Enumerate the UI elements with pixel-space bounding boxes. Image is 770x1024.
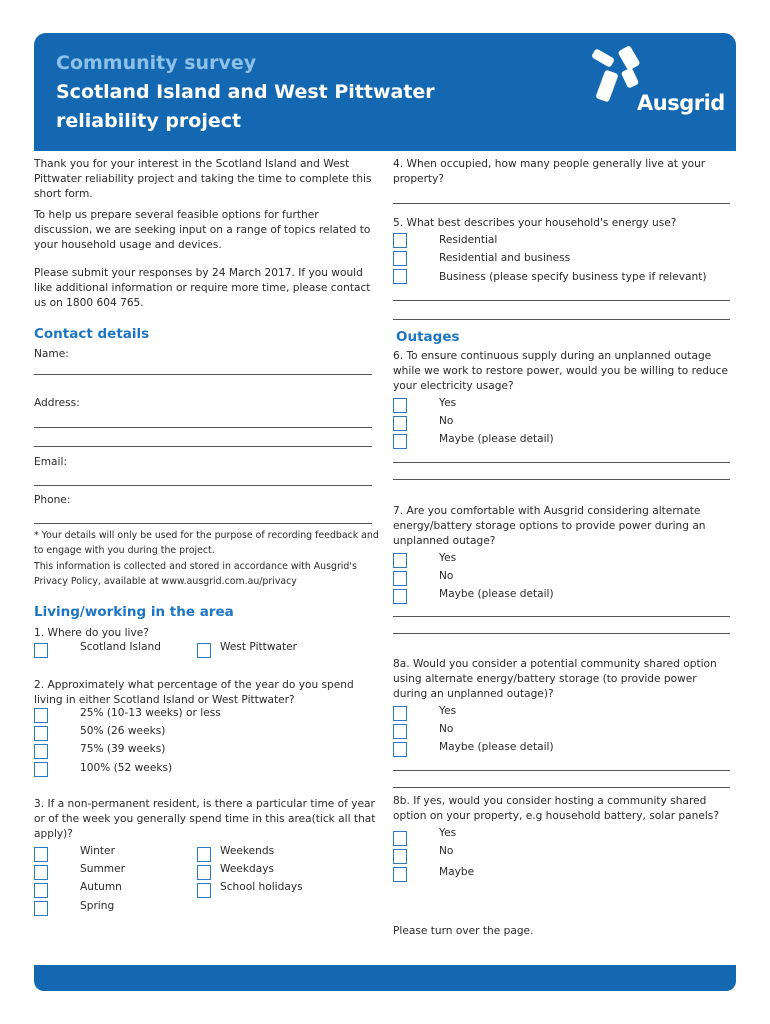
q2-option: 75% (39 weeks)	[80, 743, 166, 755]
q8a-option: Yes	[439, 705, 457, 717]
q8a-detail-field-2[interactable]	[393, 787, 730, 788]
header-banner	[34, 33, 736, 151]
q8a-option: No	[439, 723, 454, 735]
q3-checkbox[interactable]	[197, 883, 211, 898]
phone-field[interactable]	[34, 523, 372, 524]
name-label: Name:	[34, 348, 69, 360]
q8b-option: Yes	[439, 827, 457, 839]
q1-checkbox-west-pittwater[interactable]	[197, 643, 211, 658]
name-field[interactable]	[34, 374, 372, 375]
q3-option: Summer	[80, 863, 125, 875]
q2-option: 25% (10-13 weeks) or less	[80, 707, 221, 719]
q2-checkbox[interactable]	[34, 744, 48, 759]
q8b-checkbox[interactable]	[393, 849, 407, 864]
q3-checkbox[interactable]	[197, 847, 211, 862]
q5-text: 5. What best describes your household's energy use?	[393, 217, 677, 229]
q1-text: 1. Where do you live?	[34, 627, 149, 639]
q7-option: No	[439, 570, 454, 582]
contact-heading: Contact details	[34, 326, 150, 342]
q2-option: 100% (52 weeks)	[80, 762, 173, 774]
q3-option: Winter	[80, 845, 115, 857]
privacy-note-1: * Your details will only be used for the purpose of recording feedback and to engage with you during the project.	[34, 530, 379, 556]
page-title-line1: Scotland Island and West Pittwater	[56, 81, 435, 103]
q3-text: 3. If a non-permanent resident, is there a particular time of year or of the week you generally spend time in this area(tick all that apply)?	[34, 798, 376, 840]
q8b-checkbox[interactable]	[393, 867, 407, 882]
email-label: Email:	[34, 456, 67, 468]
intro-paragraph-1: Thank you for your interest in the Scotland Island and West Pittwater reliability project and taking the time to complete this short form.	[34, 158, 372, 200]
q2-checkbox[interactable]	[34, 708, 48, 723]
q5-detail-field-2[interactable]	[393, 319, 730, 320]
q6-checkbox[interactable]	[393, 398, 407, 413]
q5-checkbox[interactable]	[393, 269, 407, 284]
q7-checkbox[interactable]	[393, 589, 407, 604]
q5-option: Residential	[439, 234, 498, 246]
q3-checkbox[interactable]	[197, 865, 211, 880]
q2-option: 50% (26 weeks)	[80, 725, 166, 737]
q2-text: 2. Approximately what percentage of the year do you spend living in either Scotland Island or West Pittwater?	[34, 679, 354, 706]
q7-checkbox[interactable]	[393, 571, 407, 586]
q6-text: 6. To ensure continuous supply during an unplanned outage while we work to restore power, would you be willing to reduce your electricity usage?	[393, 350, 728, 392]
q8b-checkbox[interactable]	[393, 831, 407, 846]
q6-option: Maybe (please detail)	[439, 433, 554, 445]
q1-option-scotland-island: Scotland Island	[80, 641, 161, 653]
q6-option: Yes	[439, 397, 457, 409]
address-label: Address:	[34, 397, 80, 409]
q1-checkbox-scotland-island[interactable]	[34, 643, 48, 658]
intro-paragraph-2: To help us prepare several feasible options for further discussion, we are seeking input on a range of topics related to your household usage and devices.	[34, 209, 371, 251]
q3-option: Weekdays	[220, 863, 275, 875]
outages-heading: Outages	[396, 329, 460, 345]
q6-detail-field-1[interactable]	[393, 462, 730, 463]
q8b-option: Maybe	[439, 866, 475, 878]
q5-checkbox[interactable]	[393, 251, 407, 266]
q3-checkbox[interactable]	[34, 865, 48, 880]
q8a-detail-field-1[interactable]	[393, 770, 730, 771]
q7-detail-field-1[interactable]	[393, 616, 730, 617]
q8a-checkbox[interactable]	[393, 706, 407, 721]
q2-checkbox[interactable]	[34, 726, 48, 741]
q2-checkbox[interactable]	[34, 762, 48, 777]
q7-text: 7. Are you comfortable with Ausgrid considering alternate energy/battery storage options to provide power during an unplanned outage?	[393, 505, 706, 547]
phone-label: Phone:	[34, 494, 71, 506]
q3-option: School holidays	[220, 881, 303, 893]
subtitle: Community survey	[56, 52, 257, 74]
q3-checkbox[interactable]	[34, 901, 48, 916]
q6-detail-field-2[interactable]	[393, 479, 730, 480]
living-heading: Living/working in the area	[34, 604, 234, 620]
turn-over-note: Please turn over the page.	[393, 925, 534, 937]
q3-option: Autumn	[80, 881, 122, 893]
intro-paragraph-3: Please submit your responses by 24 March 2017. If you would like additional information or require more time, please contact us on 1800 604 765.	[34, 267, 371, 309]
q5-option: Residential and business	[439, 252, 571, 264]
q8a-text: 8a. Would you consider a potential community shared option using alternate energy/battery storage (to provide power during an unplanned outage)?	[393, 658, 717, 700]
q6-checkbox[interactable]	[393, 416, 407, 431]
q8a-checkbox[interactable]	[393, 724, 407, 739]
q8b-text: 8b. If yes, would you consider hosting a community shared option on your property, e.g household battery, solar panels?	[393, 795, 719, 822]
q7-detail-field-2[interactable]	[393, 633, 730, 634]
q5-checkbox[interactable]	[393, 233, 407, 248]
q3-option: Spring	[80, 900, 115, 912]
q7-checkbox[interactable]	[393, 553, 407, 568]
q4-answer-field[interactable]	[393, 203, 730, 204]
q7-option: Maybe (please detail)	[439, 588, 554, 600]
q5-option: Business (please specify business type if relevant)	[439, 271, 707, 283]
q3-checkbox[interactable]	[34, 847, 48, 862]
ausgrid-logo	[582, 43, 725, 123]
q5-detail-field-1[interactable]	[393, 300, 730, 301]
logo-text: Ausgrid	[637, 91, 725, 115]
email-field[interactable]	[34, 485, 372, 486]
address-field-line1[interactable]	[34, 427, 372, 428]
q8a-checkbox[interactable]	[393, 742, 407, 757]
q3-checkbox[interactable]	[34, 883, 48, 898]
address-field-line2[interactable]	[34, 446, 372, 447]
q1-option-west-pittwater: West Pittwater	[220, 641, 298, 653]
q3-option: Weekends	[220, 845, 275, 857]
footer-banner	[34, 965, 736, 991]
q6-checkbox[interactable]	[393, 434, 407, 449]
page-title-line2: reliability project	[56, 110, 242, 132]
q4-text: 4. When occupied, how many people generally live at your property?	[393, 158, 706, 185]
privacy-note-2: This information is collected and stored in accordance with Ausgrid's Privacy Policy, available at www.ausgrid.com.au/privacy	[34, 561, 357, 587]
q8b-option: No	[439, 845, 454, 857]
q7-option: Yes	[439, 552, 457, 564]
q6-option: No	[439, 415, 454, 427]
q8a-option: Maybe (please detail)	[439, 741, 554, 753]
